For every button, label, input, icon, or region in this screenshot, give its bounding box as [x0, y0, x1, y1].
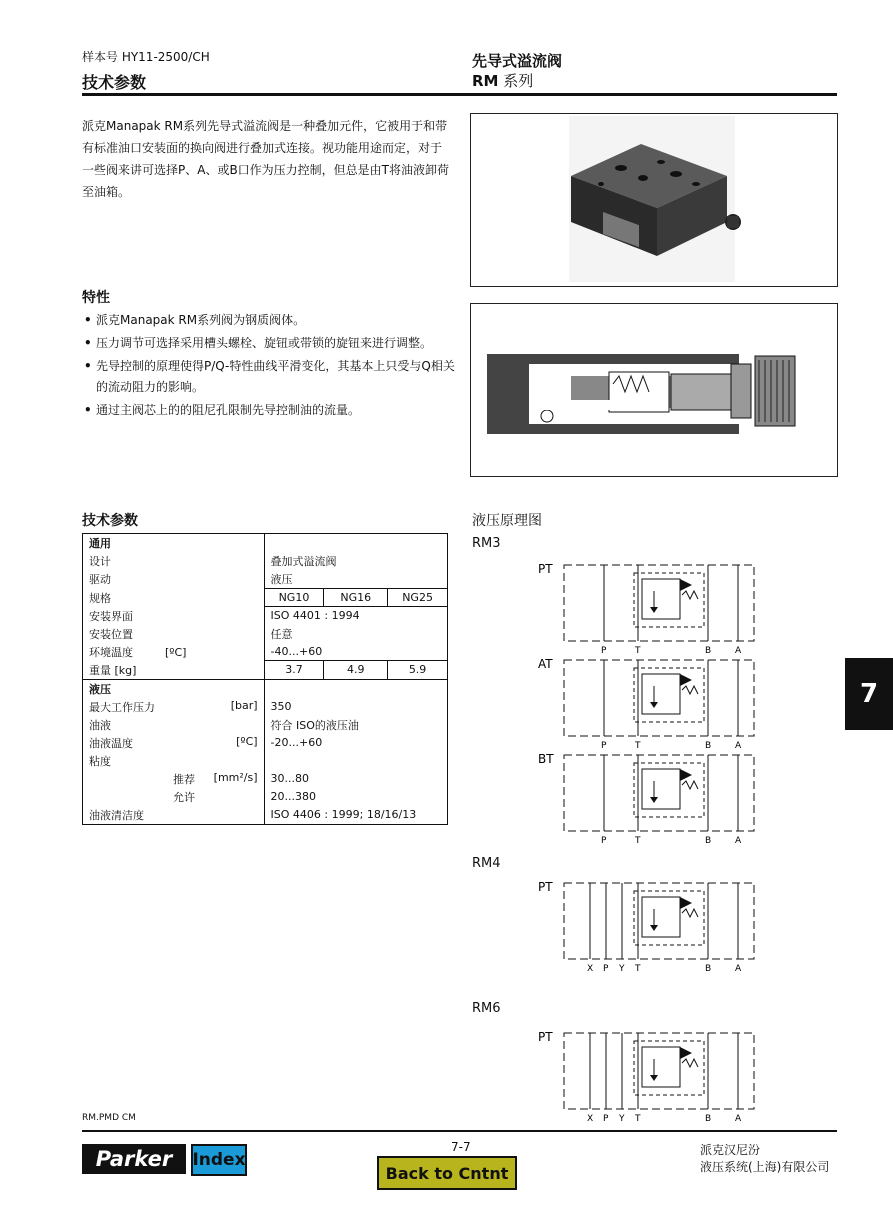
viscosity-recommended-value: 30...80 [270, 772, 310, 785]
file-code: RM.PMD CM [82, 1113, 136, 1123]
page-number: 7-7 [451, 1140, 471, 1154]
port-label: P [603, 1114, 609, 1124]
actuation-value: 液压 [270, 573, 293, 586]
weight-ng16: 4.9 [324, 661, 388, 680]
port-label: B [705, 1114, 712, 1124]
fluid-temp-unit: [ºC] [236, 734, 258, 748]
size-ng10: NG10 [264, 589, 324, 607]
port-label: A [735, 646, 742, 656]
weight-ng10: 3.7 [264, 661, 324, 680]
sample-number: 样本号 HY11-2500/CH [82, 50, 210, 64]
port-label: A [735, 836, 742, 846]
port-label: X [587, 1114, 594, 1124]
pressure-unit: [bar] [230, 698, 258, 712]
interface-value: ISO 4401 : 1994 [270, 609, 360, 623]
spring-symbol [682, 686, 698, 694]
list-item: • 派克Manapak RM系列阀为钢质阀体。 [82, 310, 462, 331]
series-title [472, 70, 533, 91]
weight-label: 重量 [kg] [83, 661, 265, 680]
header-rule [82, 93, 837, 96]
port-label: X [587, 964, 594, 974]
viscosity-label: 粘度 [83, 752, 265, 770]
fluid-temp-text: 油液温度 [89, 736, 133, 750]
list-item: • 压力调节可选择采用槽头螺栓、旋钮或带锁的旋钮来进行调整。 [82, 333, 462, 354]
relief-valve-arrow [680, 579, 692, 591]
port-label: P [603, 964, 609, 974]
cleanliness-value: ISO 4406 : 1999; 18/16/13 [270, 808, 417, 821]
design-label: 设计 [83, 552, 265, 570]
viscosity-recommended-text: 推荐 [173, 772, 195, 786]
ambient-temp-text: 环境温度 [89, 645, 133, 659]
relief-valve-arrow [680, 674, 692, 686]
list-item: • 先导控制的原理使得P/Q-特性曲线平滑变化，其基本上只受与Q相关的流动阻力的影响。 [82, 356, 462, 398]
schematic-block-label: AT [538, 657, 553, 671]
footer-rule [82, 1130, 837, 1132]
company-line-2: 液压系统(上海)有限公司 [700, 1160, 830, 1174]
port-label: P [601, 646, 607, 656]
port-label: B [705, 964, 712, 974]
cleanliness-label: 油液清洁度 [83, 806, 265, 825]
port-label: T [635, 646, 641, 656]
port-label: Y [619, 1114, 625, 1124]
pressure-label [83, 698, 265, 716]
rm6-label: RM6 [472, 1001, 501, 1016]
viscosity-recommended-label [83, 770, 265, 788]
spec-table [82, 533, 448, 825]
general-heading: 通用 [83, 534, 265, 553]
fluid-value: 符合 ISO的液压油 [270, 718, 359, 732]
list-item: • 通过主阀芯上的的阻尼孔限制先导控制油的流量。 [82, 400, 462, 421]
relief-valve-symbol [642, 897, 680, 937]
spring-symbol [682, 591, 698, 599]
rm4-label: RM4 [472, 856, 501, 871]
series-suffix: 系列 [498, 72, 534, 90]
ambient-temp-unit: [ºC] [165, 645, 187, 659]
spec-title: 技术参数 [82, 513, 138, 529]
size-label: 规格 [83, 589, 265, 607]
intro-paragraph: 派克Manapak RM系列先导式溢流阀是一种叠加元件，它被用于和带有标准油口安装面的换向阀进行叠加式连接。视功能用途而定，对于一些阀来讲可选择P、A、或B口作为压力控制，但总是由T将油液卸荷至油箱。 [82, 119, 450, 199]
parker-logo: Parker [82, 1144, 186, 1174]
viscosity-allowed-value: 20...380 [270, 790, 317, 803]
fluid-temp-label [83, 734, 265, 752]
spring-symbol [682, 781, 698, 789]
relief-valve-symbol [642, 1047, 680, 1087]
company-name [700, 1142, 829, 1176]
port-label: T [635, 741, 641, 751]
port-label: Y [619, 964, 625, 974]
schematic-title: 液压原理图 [472, 513, 542, 529]
ambient-temp-label [83, 643, 265, 661]
schematic-block-label: BT [538, 752, 554, 766]
port-label: T [635, 964, 641, 974]
port-label: A [735, 1114, 742, 1124]
design-value: 叠加式溢流阀 [270, 555, 337, 568]
relief-valve-arrow [680, 897, 692, 909]
port-label: T [635, 1114, 641, 1124]
port-label: B [705, 646, 712, 656]
features-list [82, 310, 462, 423]
pressure-value: 350 [270, 700, 292, 713]
port-label: A [735, 741, 742, 751]
product-photo [470, 113, 838, 287]
size-ng25: NG25 [388, 589, 448, 607]
pressure-text: 最大工作压力 [89, 700, 155, 714]
schematic-block-label: PT [538, 562, 553, 576]
mounting-label: 安装位置 [83, 625, 265, 643]
relief-valve-arrow [680, 769, 692, 781]
size-ng16: NG16 [324, 589, 388, 607]
mounting-value: 任意 [270, 627, 293, 641]
port-label: T [635, 836, 641, 846]
port-label: P [601, 741, 607, 751]
schematic-block-label: PT [538, 880, 553, 894]
rm3-label: RM3 [472, 536, 501, 551]
fluid-temp-value: -20...+60 [270, 736, 323, 749]
actuation-label: 驱动 [83, 570, 265, 589]
spring-symbol [682, 1059, 698, 1067]
relief-valve-arrow [680, 1047, 692, 1059]
schematic-block-label: PT [538, 1030, 553, 1044]
viscosity-unit: [mm²/s] [213, 770, 258, 784]
viscosity-allowed-label: 允许 [83, 788, 265, 806]
back-to-contents-button[interactable]: Back to Cntnt [377, 1156, 517, 1190]
interface-label: 安装界面 [83, 607, 265, 625]
chapter-tab: 7 [845, 658, 893, 730]
company-line-1: 派克汉尼汾 [700, 1143, 761, 1157]
cross-section-drawing [470, 303, 838, 477]
fluid-label: 油液 [83, 716, 265, 734]
port-label: A [735, 964, 742, 974]
port-label: P [601, 836, 607, 846]
ambient-temp-value: -40...+60 [270, 644, 323, 658]
port-label: B [705, 836, 712, 846]
relief-valve-symbol [642, 674, 680, 714]
index-button[interactable]: Index [191, 1144, 247, 1176]
page-section-title: 技术参数 [82, 73, 147, 92]
relief-valve-symbol [642, 579, 680, 619]
hydraulic-schematics [530, 555, 770, 1129]
hydraulic-heading: 液压 [83, 679, 265, 698]
weight-ng25: 5.9 [388, 661, 448, 680]
series-code: RM [472, 72, 499, 90]
port-label: B [705, 741, 712, 751]
product-title: 先导式溢流阀 [472, 52, 563, 70]
spring-symbol [682, 909, 698, 917]
features-title: 特性 [82, 290, 110, 306]
relief-valve-symbol [642, 769, 680, 809]
